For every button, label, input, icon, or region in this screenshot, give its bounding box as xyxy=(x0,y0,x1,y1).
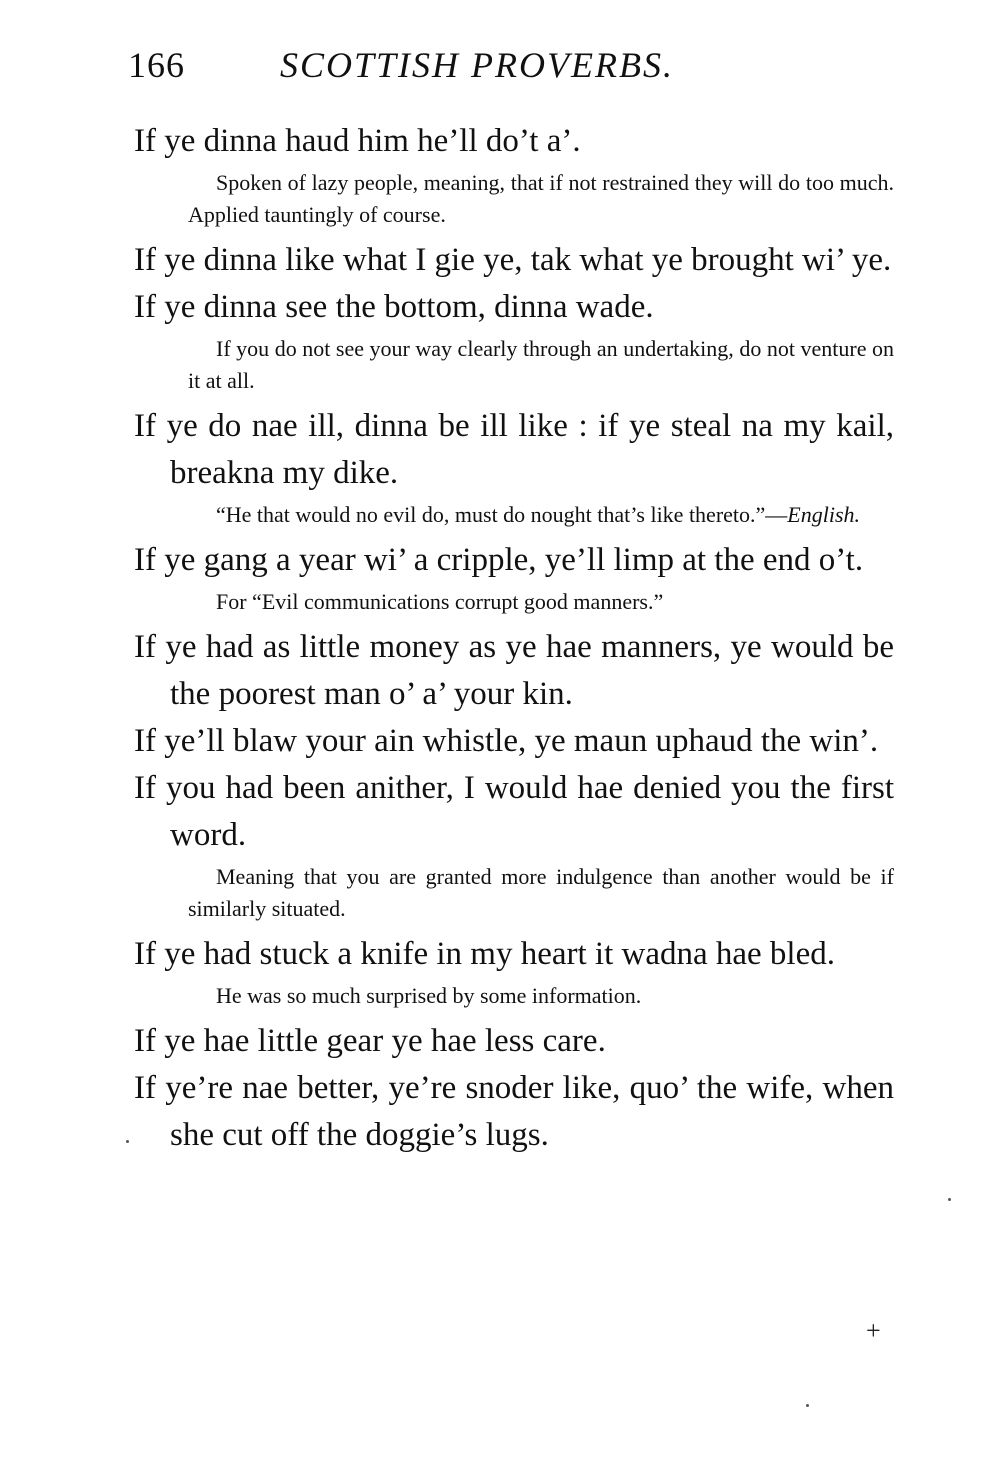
proverb-entry xyxy=(134,624,894,718)
proverb-note: For “Evil communications corrupt good manners.” xyxy=(216,589,664,614)
proverb-entry xyxy=(134,537,894,618)
running-title: SCOTTISH PROVERBS. xyxy=(280,45,674,85)
proverb-text: If you had been anither, I would hae denied you the first word. xyxy=(134,770,894,853)
proverb-entry xyxy=(134,284,894,397)
proverb-note: He was so much surprised by some information. xyxy=(216,983,642,1008)
proverb-note-source: English. xyxy=(787,502,861,527)
proverb-entry xyxy=(134,237,894,284)
proverb-text: If ye’re nae better, ye’re snoder like, quo’ the wife, when she cut off the doggie’s lugs. xyxy=(134,1070,894,1153)
proverb-text: If ye dinna haud him he’ll do’t a’. xyxy=(134,123,581,159)
proverb-entry xyxy=(134,403,894,531)
proverb-list xyxy=(134,118,894,1159)
proverb-text: If ye’ll blaw your ain whistle, ye maun uphaud the win’. xyxy=(134,723,879,759)
proverb-text: If ye hae little gear ye hae less care. xyxy=(134,1023,606,1059)
proverb-text: If ye dinna like what I gie ye, tak what ye brought wi’ ye. xyxy=(134,242,892,278)
proverb-entry xyxy=(134,118,894,231)
proverb-entry xyxy=(134,765,894,925)
proverb-text: If ye gang a year wi’ a cripple, ye’ll limp at the end o’t. xyxy=(134,542,864,578)
print-speck xyxy=(126,1140,129,1143)
proverb-note: If you do not see your way clearly through an undertaking, do not venture on it at all. xyxy=(188,336,894,393)
proverb-entry xyxy=(134,931,894,1012)
print-speck xyxy=(806,1404,809,1407)
proverb-note: Spoken of lazy people, meaning, that if not restrained they will do too much. Applied tauntingly of course. xyxy=(188,170,894,227)
proverb-note-text: “He that would no evil do, must do nought that’s like thereto.”— xyxy=(216,502,788,527)
proverb-text: If ye had stuck a knife in my heart it wadna hae bled. xyxy=(134,936,835,972)
proverb-note xyxy=(188,499,894,531)
proverb-entry xyxy=(134,1018,894,1065)
proverb-text: If ye dinna see the bottom, dinna wade. xyxy=(134,289,654,325)
page-number: 166 xyxy=(128,45,185,85)
proverb-note: Meaning that you are granted more indulgence than another would be if similarly situated. xyxy=(188,864,894,921)
print-speck xyxy=(948,1198,951,1201)
running-head xyxy=(128,44,888,94)
proverb-text: If ye do nae ill, dinna be ill like : if ye steal na my kail, breakna my dike. xyxy=(134,408,894,491)
proverb-entry xyxy=(134,718,894,765)
marginal-cross-mark: + xyxy=(866,1316,881,1345)
proverb-text: If ye had as little money as ye hae manners, ye would be the poorest man o’ a’ your kin. xyxy=(134,629,894,712)
proverb-entry xyxy=(134,1065,894,1159)
